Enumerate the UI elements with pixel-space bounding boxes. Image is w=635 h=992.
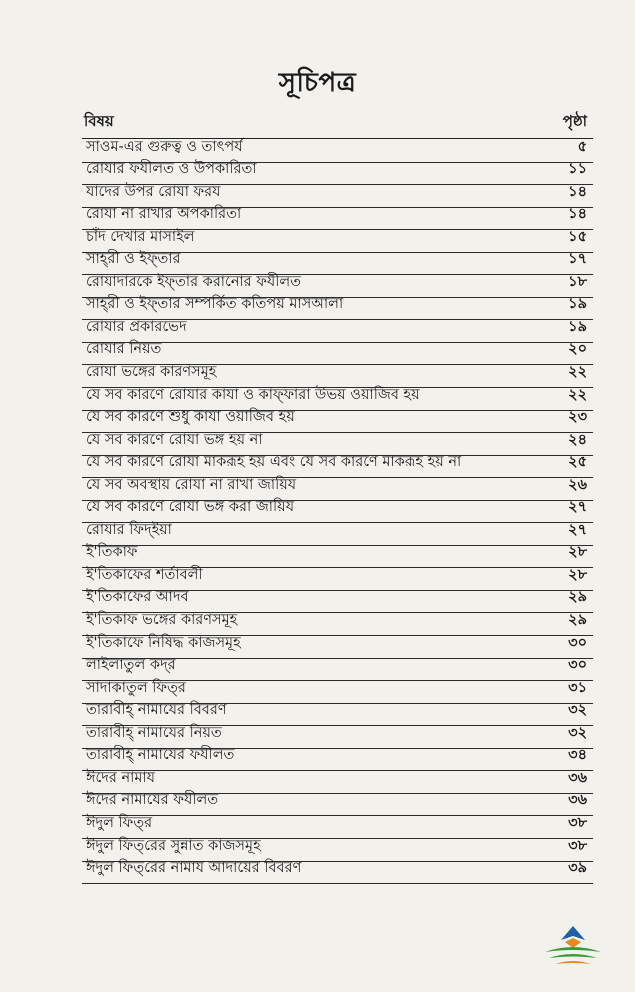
toc-page-number: ৩২: [568, 724, 587, 741]
toc-topic: যে সব কারণে রোযা ভঙ্গ হয় না: [86, 431, 263, 448]
toc-row: [82, 749, 593, 772]
toc-topic: সাদাকাতুল ফিত্‌র: [86, 679, 186, 696]
publisher-logo-icon: [541, 924, 605, 972]
toc-topic: যে সব কারণে রোযার কাযা ও কাফ্‌ফারা উভয় ওয়াজিব হয়: [86, 386, 420, 403]
toc-page-number: ৩৬: [568, 792, 587, 809]
toc-row: [82, 862, 593, 885]
toc-topic: তারাবীহ্‌ নামাযের নিয়ত: [86, 724, 222, 741]
toc-topic: সাহ্‌রী ও ইফ্‌তার: [86, 251, 181, 268]
toc-topic: রোযা ভঙ্গের কারণসমূহ: [86, 364, 217, 381]
topic-column-header: বিষয়: [84, 112, 114, 130]
toc-page-number: ১৯: [568, 318, 587, 335]
toc-page-number: ১৪: [568, 183, 587, 200]
toc-topic: রোযার প্রকারভেদ: [86, 318, 187, 335]
toc-topic: সাহ্‌রী ও ইফ্‌তার সম্পর্কিত কতিপয় মাসআলা: [86, 296, 344, 313]
toc-page-number: ১৫: [568, 228, 587, 245]
toc-page-number: ২৭: [568, 499, 587, 516]
table-of-contents: [82, 140, 593, 884]
toc-page-number: ৩৮: [568, 837, 587, 854]
toc-page-number: ৩০: [568, 634, 587, 651]
toc-page-number: ১৯: [568, 296, 587, 313]
toc-page-number: ৩৪: [568, 747, 587, 764]
toc-topic: যে সব অবস্থায় রোযা না রাখা জায়িয: [86, 476, 297, 493]
toc-page-number: ২৮: [568, 566, 587, 583]
toc-page-number: ৩৯: [568, 860, 587, 877]
toc-topic: যে সব কারণে রোযা মাকরূহ হয় এবং যে সব কারণে মাকরূহ হয় না: [86, 454, 462, 471]
toc-topic: রোযাদারকে ইফ্‌তার করানোর ফযীলত: [86, 273, 302, 290]
toc-page-number: ২৮: [568, 544, 587, 561]
toc-page-number: ২৯: [568, 612, 587, 629]
toc-page-number: ৩০: [568, 657, 587, 674]
toc-topic: ই'তিকাফে নিষিদ্ধ কাজসমূহ: [86, 634, 241, 651]
toc-page-number: ২৯: [568, 589, 587, 606]
toc-topic: সাওম-এর গুরুত্ব ও তাৎপর্য: [86, 138, 243, 155]
toc-page-number: ২৭: [568, 521, 587, 538]
toc-page-number: ৩২: [568, 702, 587, 719]
toc-page-number: ১৪: [568, 206, 587, 223]
toc-topic: রোযা না রাখার অপকারিতা: [86, 206, 242, 223]
toc-page-number: ৫: [577, 138, 587, 155]
toc-page-number: ২৩: [568, 409, 587, 426]
toc-page-number: ১১: [568, 161, 587, 178]
toc-page-number: ৩৮: [568, 814, 587, 831]
toc-topic: তারাবীহ্‌ নামাযের বিবরণ: [86, 702, 227, 719]
toc-topic: ই'তিকাফের শর্তাবলী: [86, 566, 203, 583]
toc-topic: ই'তিকাফের আদব: [86, 589, 189, 606]
toc-topic: তারাবীহ্‌ নামাযের ফযীলত: [86, 747, 235, 764]
toc-topic: লাইলাতুল কদ্‌র: [86, 657, 176, 674]
toc-page-number: ২২: [568, 386, 587, 403]
toc-row: [82, 523, 593, 546]
toc-page-number: ২০: [568, 341, 587, 358]
page-title: সূচিপত্র: [278, 68, 357, 98]
toc-topic: যাদের উপর রোযা ফরয: [86, 183, 221, 200]
toc-topic: ই'তিকাফ ভঙ্গের কারণসমূহ: [86, 612, 238, 629]
toc-page-number: ২২: [568, 364, 587, 381]
toc-topic: যে সব কারণে রোযা ভঙ্গ করা জায়িয: [86, 499, 295, 516]
toc-topic: ঈদের নামাযের ফযীলত: [86, 792, 219, 809]
toc-topic: ঈদুল ফিত্‌রের নামায আদায়ের বিবরণ: [86, 860, 302, 877]
toc-topic: রোযার ফযীলত ও উপকারিতা: [86, 161, 257, 178]
toc-row: [82, 794, 593, 817]
toc-topic: রোযার ফিদ্‌ইয়া: [86, 521, 172, 538]
toc-page-number: ২৫: [568, 454, 587, 471]
toc-topic: চাঁদ দেখার মাসাইল: [86, 228, 195, 245]
toc-topic: ঈদের নামায: [86, 769, 155, 786]
toc-page-number: ১৮: [568, 273, 587, 290]
toc-topic: ই'তিকাফ: [86, 544, 138, 561]
toc-page-number: ২৪: [568, 431, 587, 448]
page-column-header: পৃষ্ঠা: [562, 112, 587, 130]
toc-page-number: ৩১: [568, 679, 587, 696]
toc-topic: ঈদুল ফিত্‌রের সুন্নাত কাজসমূহ: [86, 837, 261, 854]
toc-page-number: ২৬: [568, 476, 587, 493]
toc-topic: ঈদুল ফিত্‌র: [86, 814, 153, 831]
toc-topic: যে সব কারণে শুধু কাযা ওয়াজিব হয়: [86, 409, 295, 426]
toc-page-number: ১৭: [568, 251, 587, 268]
toc-page-number: ৩৬: [568, 769, 587, 786]
toc-topic: রোযার নিয়ত: [86, 341, 162, 358]
